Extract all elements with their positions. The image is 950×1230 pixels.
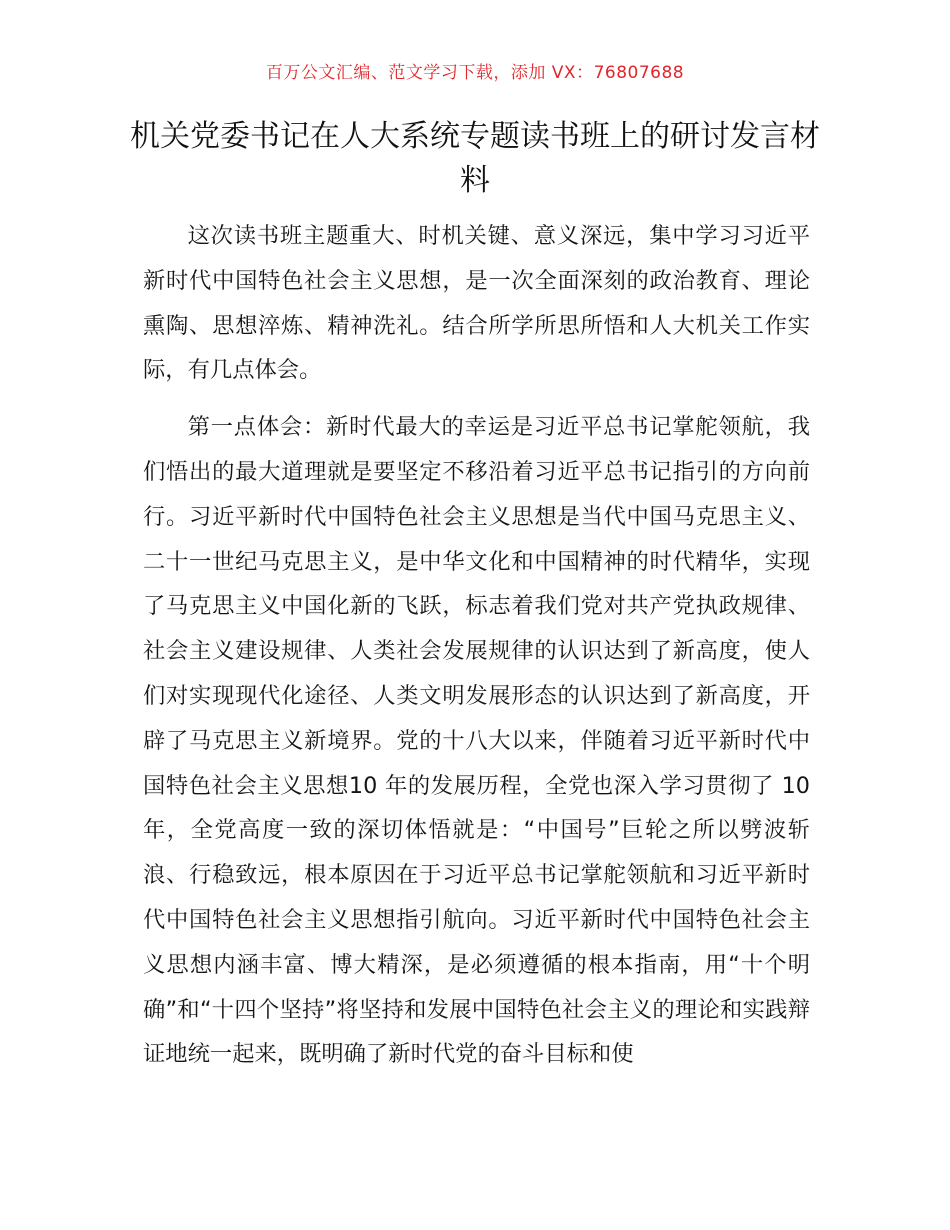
document-body <box>143 214 810 1077</box>
paragraph-intro: 这次读书班主题重大、时机关键、意义深远，集中学习习近平新时代中国特色社会主义思想，是一次全面深刻的政治教育、理论熏陶、思想淬炼、精神洗礼。结合所学所思所悟和人大机关工作实际，有几点体会。 <box>143 223 810 384</box>
paragraph-first-point: 第一点体会：新时代最大的幸运是习近平总书记掌舵领航，我们悟出的最大道理就是要坚定不移沿着习近平总书记指引的方向前行。习近平新时代中国特色社会主义思想是当代中国马克思主义、二十一世纪马克思主义，是中华文化和中国精神的时代精华，实现了马克思主义中国化新的飞跃，标志着我们党对共产党执政规律、社会主义建设规律、人类社会发展规律的认识达到了新高度，使人们对实现现代化途径、人类文明发展形态的认识达到了新高度，开辟了马克思主义新境界。党的十八大以来，伴随着习近平新时代中国特色社会主义思想10 年的发展历程，全党也深入学习贯彻了 10 年，全党高度一致的深切体悟就是：“中国号”巨轮之所以劈波斩浪、行稳致远，根本原因在于习近平总书记掌舵领航和习近平新时代中国特色社会主义思想指引航向。习近平新时代中国特色社会主义思想内涵丰富、博大精深，是必须遵循的根本指南，用“十个明确”和“十四个坚持”将坚持和发展中国特色社会主义的理论和实践辩证地统一起来，既明确了新时代党的奋斗目标和使 <box>143 414 810 1068</box>
header-banner: 百万公文汇编、范文学习下载，添加 VX：76807688 <box>265 63 685 83</box>
document-title: 机关党委书记在人大系统专题读书班上的研讨发言材料 <box>130 119 820 198</box>
